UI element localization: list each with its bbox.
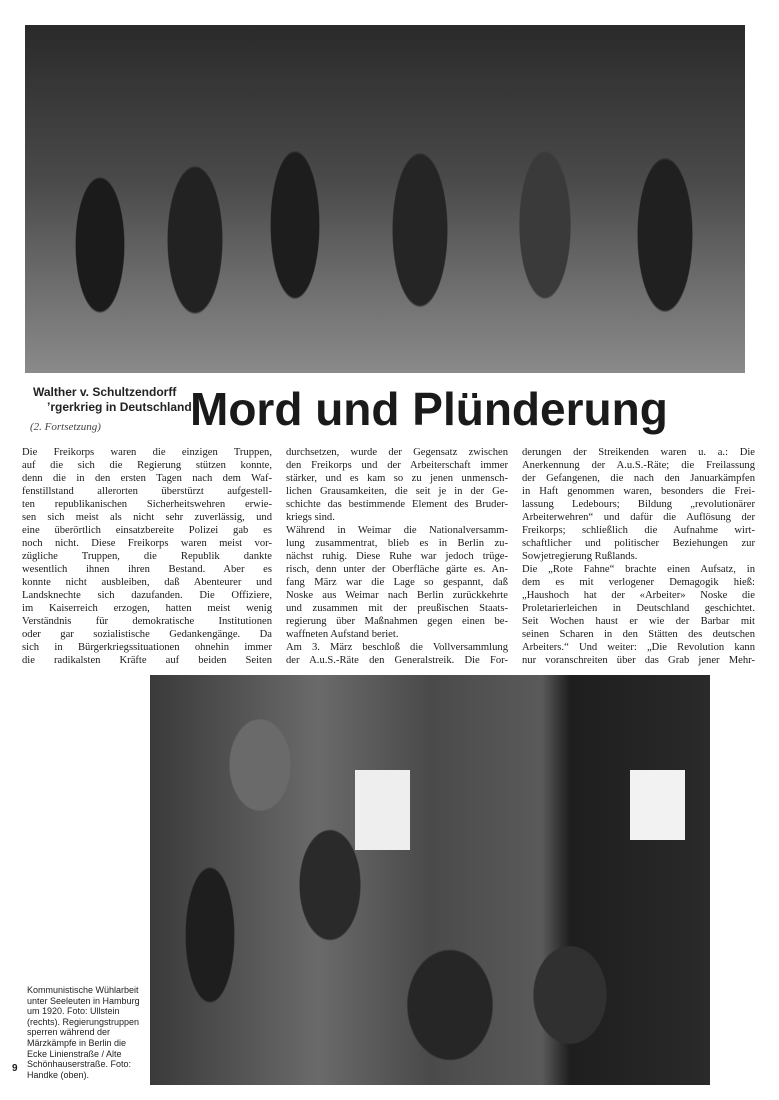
text-line: eine überörtlich einsatzbereite Polizei gab es (22, 525, 272, 536)
text-line: Noske aus Weimar nach Berlin zurückkehrte (286, 590, 508, 601)
text-line: kriegs sind. (286, 512, 335, 523)
text-line: lichen Grausamkeiten, die seit je in der Ge- (286, 486, 508, 497)
text-line: Proletarierleichen in Deutschland geschichtet. (522, 603, 755, 614)
text-line: seinen Scharen in den Stätten des deutschen (522, 629, 755, 640)
installment-note: (2. Fortsetzung) (30, 421, 101, 433)
text-line: im Kaiserreich erzogen, hatten meist wenig (22, 603, 272, 614)
text-line: Arbeiterwehren“ und dafür die Auflösung der (522, 512, 755, 523)
text-line: durchsetzen, wurde der Gegensatz zwischen (286, 447, 508, 458)
text-line: noch nicht. Diese Freikorps waren meist vor- (22, 538, 272, 549)
text-line: in Haft genommen waren, besonders die Frei- (522, 486, 755, 497)
text-line: schaftlicher und politischer Beziehungen zur (522, 538, 755, 549)
text-line: Sowjetregierung Rußlands. (522, 551, 638, 562)
text-line: Die „Rote Fahne“ brachte einen Aufsatz, in (522, 564, 755, 575)
text-line: denn die in den ersten Tagen nach dem Waf- (22, 473, 272, 484)
text-line: den Freikorps und der Arbeiterschaft immer (286, 460, 508, 471)
text-line: Seit Wochen haust er wie der Barbar mit (522, 616, 755, 627)
text-line: der A.u.S.-Räte den Generalstreik. Die For- (286, 655, 508, 666)
text-line: Während in Weimar die Nationalversamm- (286, 525, 508, 536)
text-line: konnte nicht ausbleiben, daß Abenteurer und (22, 577, 272, 588)
page-number: 9 (12, 1063, 18, 1074)
author-name: Walther v. Schultzendorff (33, 385, 177, 399)
text-line: schichte das bestimmende Element des Bruder- (286, 499, 508, 510)
text-line: risch, denn unter der Oberfläche gärte es. An- (286, 564, 508, 575)
text-line: sen sich meist als nicht sehr zuverlässig, und (22, 512, 272, 523)
text-line: sich in Bürgerkriegssituationen ohnehin immer (22, 642, 272, 653)
text-line: dem es mit verlogener Demagogik hieß: (522, 577, 755, 588)
text-line: Verständnis für demokratische Institutionen (22, 616, 272, 627)
text-column-1 (22, 446, 272, 667)
text-line: ten republikanischen Sicherheitswehren erwie- (22, 499, 272, 510)
text-line: und zusammen mit der preußischen Staats- (286, 603, 508, 614)
photo-caption: Kommunistische Wühlarbeit unter Seeleuten in Hamburg um 1920. Foto: Ullstein (rechts). Regierungstruppen sperren während der Märzkämpfe in Berlin die Ecke Linienstraße / Alte Schönhauserstraße. Foto: Handke (oben). (27, 985, 140, 1080)
text-line: zügliche Truppen, die Republik dankte (22, 551, 272, 562)
text-line: waffneten Aufstand beriet. (286, 629, 399, 640)
byline (33, 385, 192, 415)
photo-freikorps-soldiers (25, 25, 745, 373)
text-column-2 (286, 446, 508, 667)
text-line: Freikorps; schließlich die Aufnahme wirt- (522, 525, 755, 536)
text-line: wesentlich ihnen ihren Bestand. Aber es (22, 564, 272, 575)
text-line: auf die sich die Regierung stützen konnte, (22, 460, 272, 471)
text-line: lung zusammentrat, blieb es in Berlin zu- (286, 538, 508, 549)
text-column-3 (522, 446, 755, 667)
text-line: Am 3. März beschloß die Vollversammlung (286, 642, 508, 653)
text-line: der Gefangenen, die nach den Januarkämpfen (522, 473, 755, 484)
text-line: nächst ruhig. Diese Ruhe war jedoch trüge- (286, 551, 508, 562)
text-line: fang März war die Lage so gespannt, daß (286, 577, 508, 588)
text-line: nur voranschreiten über das Grab jener Mehr- (522, 655, 755, 666)
text-line: „Haushoch hat der «Arbeiter» Noske die (522, 590, 755, 601)
text-line: Landsknechte sich dazufanden. Die Offiziere, (22, 590, 272, 601)
text-line: Anerkennung der A.u.S.-Räte; die Freilassung (522, 460, 755, 471)
text-line: fenstillstand allerorten überstürzt aufgestell- (22, 486, 272, 497)
headline: Mord und Plünderung (190, 383, 668, 435)
photo-communist-sailors (150, 675, 710, 1085)
text-line: stärker, und es kam so zu jenen unmensch- (286, 473, 508, 484)
series-title: ʼrgerkrieg in Deutschland (47, 400, 192, 414)
text-line: oder gar sozialistische Gedankengänge. Da (22, 629, 272, 640)
text-line: derungen der Streikenden waren u. a.: Die (522, 447, 755, 458)
text-line: Die Freikorps waren die einzigen Truppen, (22, 447, 272, 458)
text-line: Arbeiters.“ Und weiter: „Die Revolution kann (522, 642, 755, 653)
text-line: die radikalsten Kräfte auf beiden Seiten (22, 655, 272, 666)
text-line: regierung über Maßnahmen gegen einen be- (286, 616, 508, 627)
text-line: lassung Ledebours; Bildung „revolutionärer (522, 499, 755, 510)
